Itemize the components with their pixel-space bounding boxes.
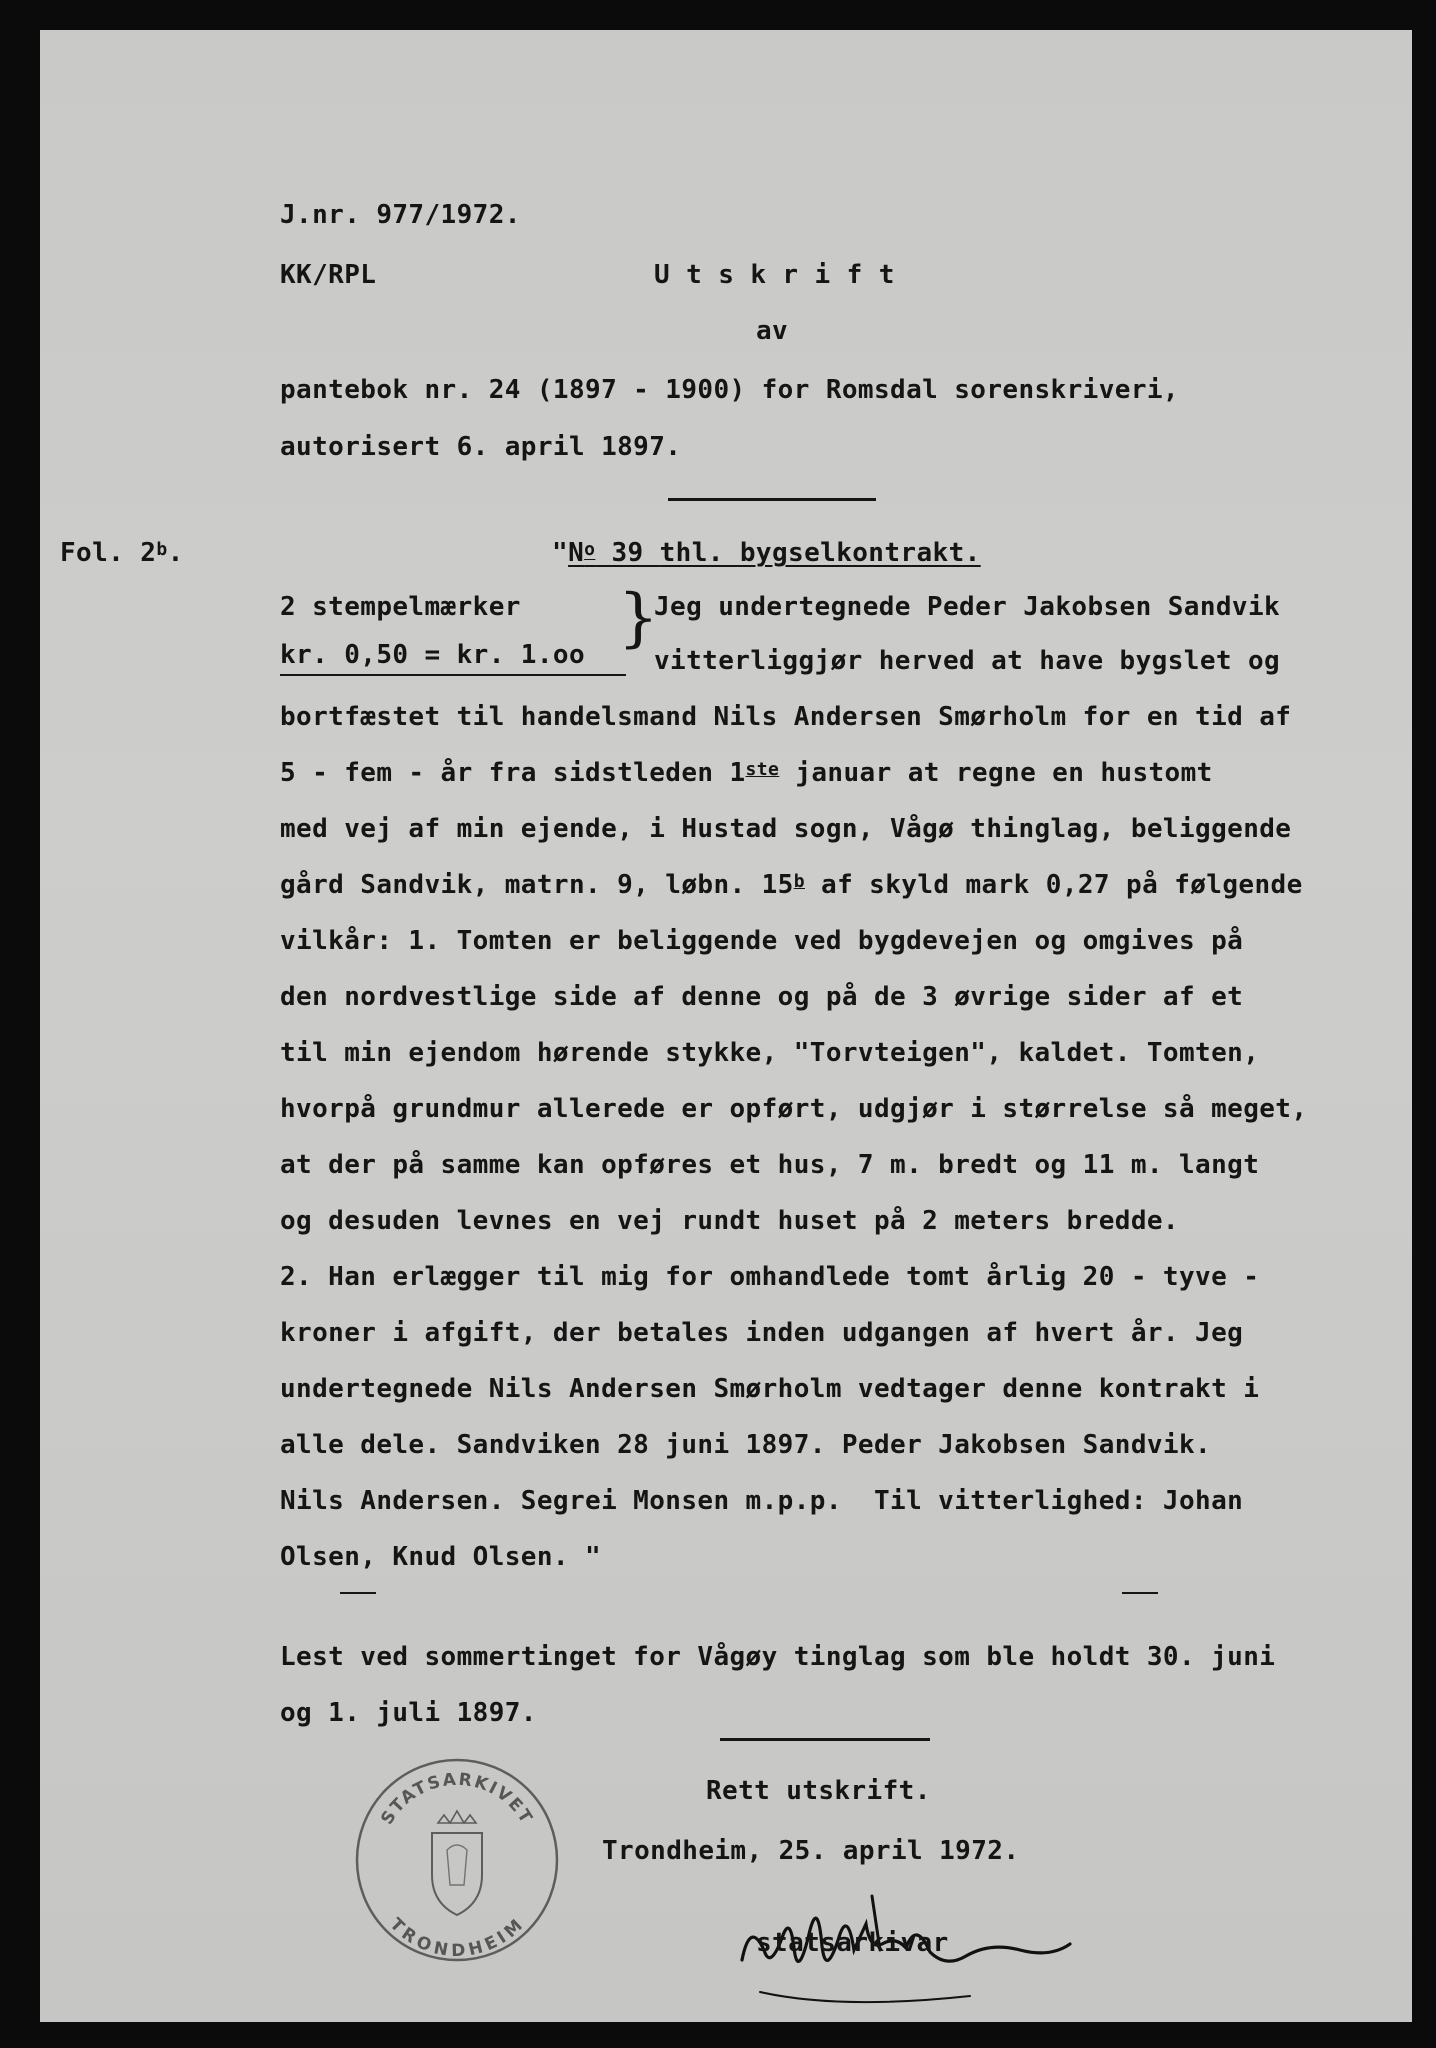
entry-quote-open: " [552,538,569,568]
body-line-17: Nils Andersen. Segrei Monsen m.p.p. Til vitterlighed: Johan [280,1486,1244,1516]
reference-code: KK/RPL [280,260,377,290]
body-line-4-sup: ste [745,759,780,780]
body-line-18: Olsen, Knud Olsen. " [280,1542,602,1572]
body-line-3: bortfæstet til handelsmand Nils Andersen Smørholm for en tid af [280,702,1292,732]
body-line-5: med vej af min ejende, i Hustad sogn, Vågø thinglag, beliggende [280,814,1292,844]
read-line-1: Lest ved sommertinget for Vågøy tinglag som ble holdt 30. juni [280,1642,1276,1672]
folio-suffix: . [167,538,184,568]
title-av: av [756,316,789,346]
source-line-2: autorisert 6. april 1897. [280,432,682,462]
end-mark-right [1122,1592,1158,1594]
entry-title: thl. bygselkontrakt. [659,538,981,568]
entry-number: 39 [611,538,644,568]
certified-copy: Rett utskrift. [706,1776,931,1806]
footer-divider [720,1738,930,1741]
entry-no-label: $N^o$ 39 thl. bygselkontrakt. [568,538,981,568]
seal-text-top: STATSARKIVET [377,1769,537,1829]
folio-label: Fol. 2 [60,538,157,568]
body-line-13: 2. Han erlægger til mig for omhandlede tomt årlig 20 - tyve - [280,1262,1260,1292]
svg-text:TRONDHEIM [386,1914,529,1961]
brace-icon: } [618,581,659,655]
body-line-6: gård Sandvik, matrn. 9, løbn. 15$^b$ af skyld mark 0,27 på følgende [280,870,1303,900]
read-line-2: og 1. juli 1897. [280,1698,537,1728]
body-line-16: alle dele. Sandviken 28 juni 1897. Peder Jakobsen Sandvik. [280,1430,1212,1460]
body-line-10: hvorpå grundmur allerede er opført, udgjør i størrelse så meget, [280,1094,1308,1124]
body-line-1: Jeg undertegnede Peder Jakobsen Sandvik [654,592,1281,622]
place-date: Trondheim, 25. april 1972. [602,1836,1020,1866]
entry-no-sup: o [584,539,596,560]
entry-heading [552,538,981,571]
journal-number: J.nr. 977/1972. [280,200,521,230]
body-line-4: 5 - fem - år fra sidstleden 1ste januar at regne en hustomt [280,758,1213,788]
body-line-6-sup: b [793,871,805,892]
stamp-note-line-2: kr. 0,50 = kr. 1.oo [280,640,586,670]
source-line-1: pantebok nr. 24 (1897 - 1900) for Romsdal sorenskriveri, [280,375,1179,405]
body-line-8: den nordvestlige side af denne og på de 3 øvrige sider af et [280,982,1244,1012]
body-line-2: vitterliggjør herved at have bygslet og [654,646,1281,676]
seal-text-bottom: TRONDHEIM [385,1914,529,1962]
folio-sup: b [156,539,168,560]
body-line-15: undertegnede Nils Andersen Smørholm vedtager denne kontrakt i [280,1374,1260,1404]
stamp-note-line-1: 2 stempelmærker [280,592,521,622]
document-title: U t s k r i f t [654,260,895,290]
body-line-12: og desuden levnes en vej rundt huset på 2 meters bredde. [280,1206,1179,1236]
body-line-11: at der på samme kan opføres et hus, 7 m. bredt og 11 m. langt [280,1150,1260,1180]
archive-seal-icon [352,1755,562,1965]
header-divider [668,498,876,501]
folio-reference [60,538,184,571]
body-line-9: til min ejendom hørende stykke, "Torvteigen", kaldet. Tomten, [280,1038,1260,1068]
body-line-7: vilkår: 1. Tomten er beliggende ved bygdevejen og omgives på [280,926,1244,956]
stamp-note-underline [280,674,626,676]
document-page [40,30,1412,2022]
end-mark-left [340,1592,376,1594]
body-line-14: kroner i afgift, der betales inden udgangen af hvert år. Jeg [280,1318,1244,1348]
signature-title: statsarkivar [756,1928,949,1958]
